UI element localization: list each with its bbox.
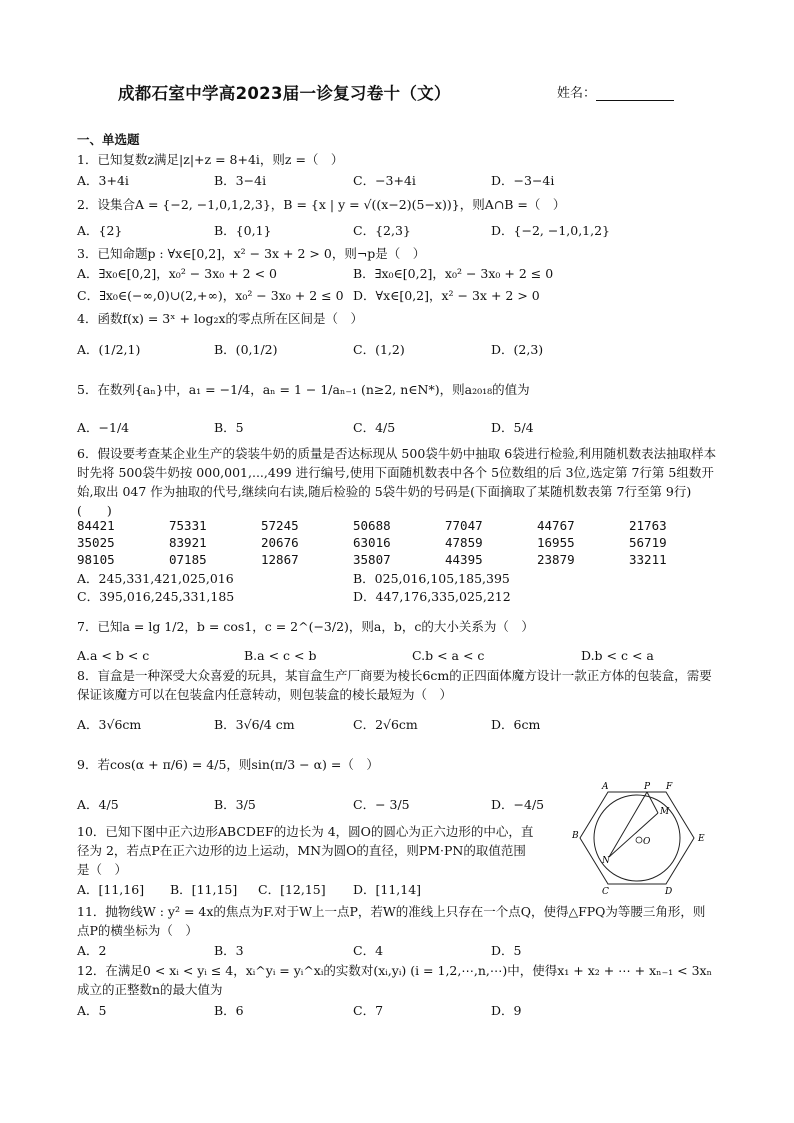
- question-4-stem: 4．函数f(x) = 3ˣ + log₂x的零点所在区间是（ ）: [77, 311, 364, 326]
- question-3-stem: 3．已知命题p : ∀x∈[0,2]，x² − 3x + 2 > 0，则¬p是（ ）: [77, 246, 426, 261]
- q1-option-d[interactable]: D．−3−4i: [491, 173, 555, 188]
- q1-option-c[interactable]: C．−3+4i: [353, 173, 416, 188]
- table-cell: 12867: [261, 552, 299, 567]
- q10-option-d[interactable]: D．[11,14]: [353, 882, 422, 897]
- table-cell: 50688: [353, 518, 391, 533]
- q9-option-a[interactable]: A．4/5: [77, 797, 119, 812]
- name-label: 姓名：: [557, 86, 597, 101]
- question-12-stem: 12．在满足0 < xᵢ < yᵢ ≤ 4，xᵢ^yᵢ = yᵢ^xᵢ的实数对(xᵢ,yᵢ) (i = 1,2,⋯,n,⋯)中，使得x₁ + x₂ + ⋯ + xₙ₋₁ < 3xₙ成立的正整数n的最大值为: [77, 963, 713, 997]
- q7-option-d[interactable]: D.b < c < a: [581, 648, 654, 663]
- q11-option-b[interactable]: B．3: [214, 943, 244, 958]
- page-title: 成都石室中学高2023届一诊复习卷十（文）: [118, 84, 451, 103]
- q3-option-c[interactable]: C．∃x₀∈(−∞,0)∪(2,+∞)，x₀² − 3x₀ + 2 ≤ 0: [77, 288, 344, 303]
- q2-option-d[interactable]: D．{−2, −1,0,1,2}: [491, 223, 611, 238]
- label-n: N: [602, 856, 610, 866]
- label-a: A: [602, 782, 609, 792]
- q2-option-b[interactable]: B．{0,1}: [214, 223, 272, 238]
- table-cell: 98105: [77, 552, 115, 567]
- q12-option-a[interactable]: A．5: [77, 1003, 107, 1018]
- circle-o: [636, 837, 642, 843]
- table-cell: 44767: [537, 518, 575, 533]
- random-table-row-7: [77, 518, 721, 533]
- label-d: D: [665, 887, 673, 895]
- table-cell: 20676: [261, 535, 299, 550]
- q12-option-b[interactable]: B．6: [214, 1003, 244, 1018]
- table-cell: 75331: [169, 518, 207, 533]
- q1-option-a[interactable]: A．3+4i: [77, 173, 129, 188]
- question-10-stem: 10．已知下图中正六边形ABCDEF的边长为 4，圆O的圆心为正六边形的中心，直径为 2，若点P在正六边形的边上运动，MN为圆O的直径，则PM·PN的取值范围是（ ）: [77, 824, 534, 877]
- question-7-stem: 7．已知a = lg 1/2，b = cos1，c = 2^(−3/2)，则a，b，c的大小关系为（ ）: [77, 619, 534, 634]
- label-c: C: [602, 887, 609, 895]
- q9-option-d[interactable]: D．−4/5: [491, 797, 545, 812]
- question-1-stem: 1．已知复数z满足|z|+z = 8+4i，则z =（ ）: [77, 152, 344, 167]
- table-cell: 77047: [445, 518, 483, 533]
- name-blank[interactable]: [596, 86, 674, 101]
- table-cell: 16955: [537, 535, 575, 550]
- hexagon-figure: [572, 780, 712, 895]
- q2-option-a[interactable]: A．{2}: [77, 223, 123, 238]
- table-cell: 47859: [445, 535, 483, 550]
- q7-option-b[interactable]: B.a < c < b: [244, 648, 317, 663]
- label-b: B: [572, 831, 579, 841]
- diameter-mn: [609, 813, 658, 857]
- random-table-row-8: [77, 535, 721, 550]
- q9-option-b[interactable]: B．3/5: [214, 797, 256, 812]
- q4-option-a[interactable]: A．(1/2,1): [77, 342, 141, 357]
- table-cell: 07185: [169, 552, 207, 567]
- q9-option-c[interactable]: C．− 3/5: [353, 797, 410, 812]
- q11-option-d[interactable]: D．5: [491, 943, 522, 958]
- q6-option-a[interactable]: A．245,331,421,025,016: [77, 571, 234, 586]
- q4-option-b[interactable]: B．(0,1/2): [214, 342, 278, 357]
- question-2-stem: 2．设集合A = {−2, −1,0,1,2,3}，B = {x | y = √((x−2)(5−x))}，则A∩B =（ ）: [77, 197, 566, 212]
- q10-option-a[interactable]: A．[11,16]: [77, 882, 145, 897]
- segment-pm: [647, 792, 658, 813]
- question-5-stem: 5．在数列{aₙ}中，a₁ = −1/4，aₙ = 1 − 1/aₙ₋₁ (n≥2, n∈N*)，则a₂₀₁₈的值为: [77, 382, 530, 397]
- q4-option-d[interactable]: D．(2,3): [491, 342, 544, 357]
- table-cell: 33211: [629, 552, 667, 567]
- table-cell: 35025: [77, 535, 115, 550]
- label-f: F: [666, 782, 673, 792]
- q6-option-c[interactable]: C．395,016,245,331,185: [77, 589, 235, 604]
- label-p: P: [644, 782, 651, 792]
- q10-option-c[interactable]: C．[12,15]: [258, 882, 326, 897]
- q11-option-c[interactable]: C．4: [353, 943, 384, 958]
- question-6-stem: 6．假设要考查某企业生产的袋装牛奶的质量是否达标现从 500袋牛奶中抽取 6袋进行检验,利用随机数表法抽取样本时先将 500袋牛奶按 000,001,...,499 进行编号,使用下面随机数表中各个 5位数组的后 3位,选定第 7行第 5组数开始,取出 047 作为抽取的代号,继续向右读,随后检验的 5袋牛奶的号码是(下面摘取了某随机数表第 7行至第 9行)( ): [77, 446, 717, 518]
- section-heading: 一、单选题: [77, 132, 140, 147]
- table-cell: 63016: [353, 535, 391, 550]
- table-cell: 84421: [77, 518, 115, 533]
- table-cell: 44395: [445, 552, 483, 567]
- q1-option-b[interactable]: B．3−4i: [214, 173, 267, 188]
- q8-option-a[interactable]: A．3√6cm: [77, 717, 142, 732]
- q5-option-b[interactable]: B．5: [214, 420, 244, 435]
- q7-option-c[interactable]: C.b < a < c: [412, 648, 485, 663]
- name-field: [557, 82, 674, 101]
- q8-option-c[interactable]: C．2√6cm: [353, 717, 418, 732]
- q5-option-d[interactable]: D．5/4: [491, 420, 534, 435]
- q3-option-b[interactable]: B．∃x₀∈[0,2]，x₀² − 3x₀ + 2 ≤ 0: [353, 266, 554, 281]
- table-cell: 56719: [629, 535, 667, 550]
- q2-option-c[interactable]: C．{2,3}: [353, 223, 411, 238]
- q5-option-c[interactable]: C．4/5: [353, 420, 396, 435]
- table-cell: 57245: [261, 518, 299, 533]
- q8-option-d[interactable]: D．6cm: [491, 717, 541, 732]
- table-cell: 23879: [537, 552, 575, 567]
- table-cell: 35807: [353, 552, 391, 567]
- q10-option-b[interactable]: B．[11,15]: [170, 882, 238, 897]
- question-8-stem: 8．盲盒是一种深受大众喜爱的玩具，某盲盒生产厂商要为棱长6cm的正四面体魔方设计一款正方体的包装盒，需要保证该魔方可以在包装盒内任意转动，则包装盒的棱长最短为（ ）: [77, 668, 712, 702]
- question-11-stem: 11．抛物线W : y² = 4x的焦点为F.对于W上一点P，若W的准线上只存在一个点Q，使得△FPQ为等腰三角形，则点P的横坐标为（ ）: [77, 904, 706, 938]
- q4-option-c[interactable]: C．(1,2): [353, 342, 405, 357]
- q5-option-a[interactable]: A．−1/4: [77, 420, 130, 435]
- q11-option-a[interactable]: A．2: [77, 943, 107, 958]
- q12-option-c[interactable]: C．7: [353, 1003, 384, 1018]
- q6-option-d[interactable]: D．447,176,335,025,212: [353, 589, 511, 604]
- table-cell: 21763: [629, 518, 667, 533]
- q6-option-b[interactable]: B．025,016,105,185,395: [353, 571, 510, 586]
- q8-option-b[interactable]: B．3√6/4 cm: [214, 717, 295, 732]
- label-e: E: [698, 834, 705, 844]
- q12-option-d[interactable]: D．9: [491, 1003, 522, 1018]
- label-m: M: [660, 807, 670, 817]
- random-table-row-9: [77, 552, 721, 567]
- q7-option-a[interactable]: A.a < b < c: [77, 648, 150, 663]
- table-cell: 83921: [169, 535, 207, 550]
- q3-option-d[interactable]: D．∀x∈[0,2]，x² − 3x + 2 > 0: [353, 288, 540, 303]
- question-9-stem: 9．若cos(α + π/6) = 4/5，则sin(π/3 − α) =（ ）: [77, 757, 379, 772]
- q3-option-a[interactable]: A．∃x₀∈[0,2]，x₀² − 3x₀ + 2 < 0: [77, 266, 278, 281]
- label-o: O: [643, 837, 651, 847]
